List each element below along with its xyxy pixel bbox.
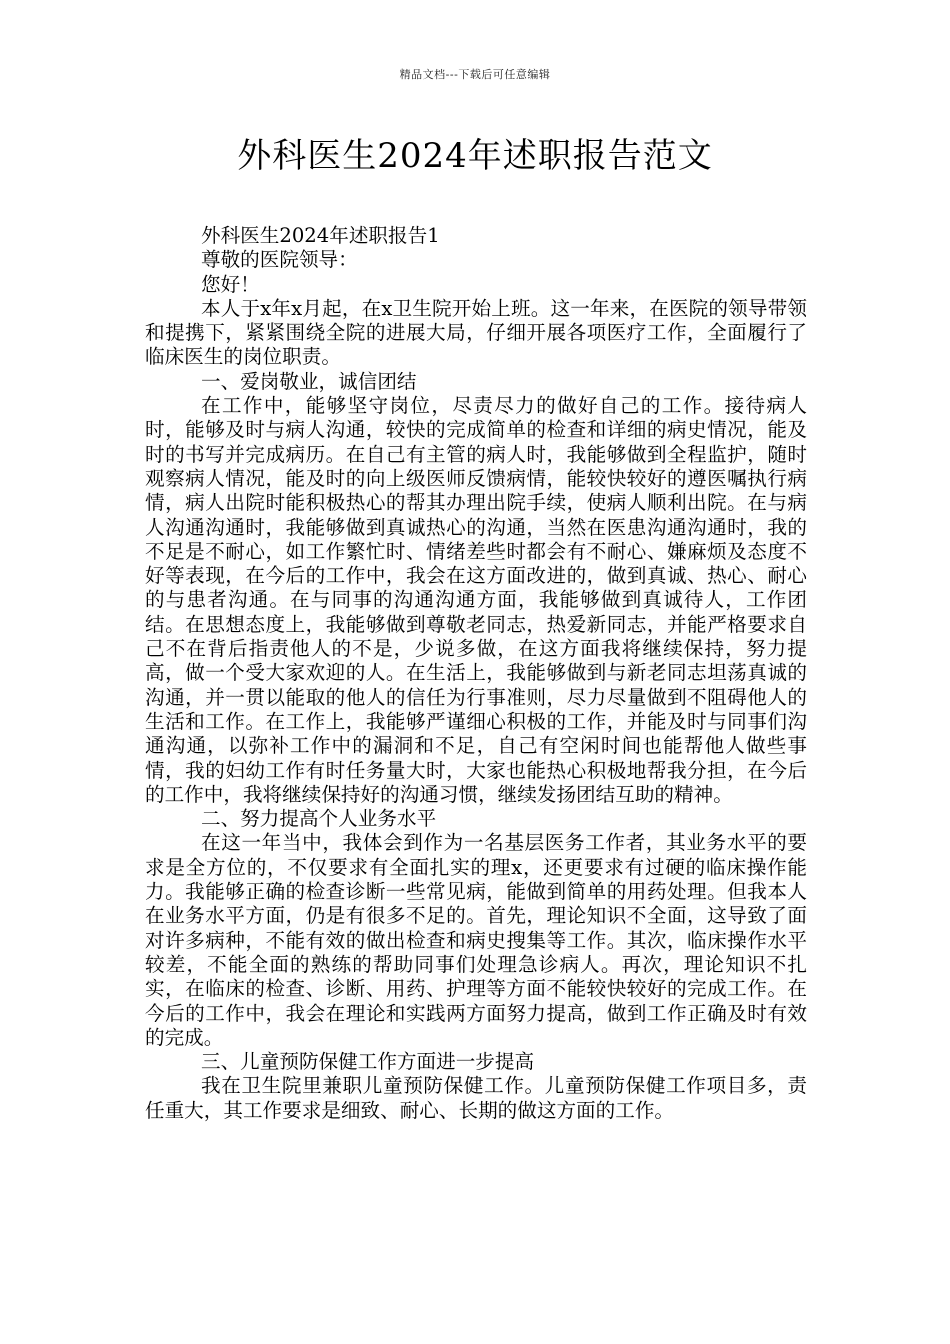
section-heading-3: 三、儿童预防保健工作方面进一步提高 xyxy=(201,1050,535,1074)
document-header-note: 精品文档---下载后可任意编辑 xyxy=(399,68,551,81)
section-heading-1: 一、爱岗敬业，诚信团结 xyxy=(201,369,417,393)
section-body-2: 在这一年当中，我体会到作为一名基层医务工作者，其业务水平的要求是全方位的，不仅要求有全面扎实的理x，还更要求有过硬的临床操作能力。我能够正确的检查诊断一些常见病，能做到简单的用药处理。但我本人在业务水平方面，仍是有很多不足的。首先，理论知识不全面，这导致了面对许多病种，不能有效的做出检查和病史搜集等工作。其次，临床操作水平较差，不能全面的熟练的帮助同事们处理急诊病人。再次，理论知识不扎实，在临床的检查、诊断、用药、护理等方面不能较快较好的完成工作。在今后的工作中，我会在理论和实践两方面努力提高，做到工作正确及时有效的完成。 xyxy=(145,831,807,1049)
section-heading-2: 二、努力提高个人业务水平 xyxy=(201,807,437,831)
document-title: 外科医生2024年述职报告范文 xyxy=(237,136,713,176)
intro-paragraph: 本人于x年x月起，在x卫生院开始上班。这一年来，在医院的领导带领和提携下，紧紧围绕全院的进展大局，仔细开展各项医疗工作，全面履行了临床医生的岗位职责。 xyxy=(145,296,807,369)
section-body-1: 在工作中，能够坚守岗位，尽责尽力的做好自己的工作。接待病人时，能够及时与病人沟通，较快的完成简单的检查和详细的病史情况，能及时的书写并完成病历。在自己有主管的病人时，我能够做到全程监护，随时观察病人情况，能及时的向上级医师反馈病情，能较快较好的遵医嘱执行病情，病人出院时能积极热心的帮其办理出院手续，使病人顺利出院。在与病人沟通沟通时，我能够做到真诚热心的沟通，当然在医患沟通沟通时，我的不足是不耐心，如工作繁忙时、情绪差些时都会有不耐心、嫌麻烦及态度不好等表现，在今后的工作中，我会在这方面改进的，做到真诚、热心、耐心的与患者沟通。在与同事的沟通沟通方面，我能够做到真诚待人，工作团结。在思想态度上，我能够做到尊敬老同志，热爱新同志，并能严格要求自己不在背后指责他人的不是，少说多做，在这方面我将继续保持，努力提高，做一个受大家欢迎的人。在生活上，我能够做到与新老同志坦荡真诚的沟通，并一贯以能取的他人的信任为行事准则，尽力尽量做到不阻碍他人的生活和工作。在工作上，我能够严谨细心积极的工作，并能及时与同事们沟通沟通，以弥补工作中的漏洞和不足，自己有空闲时间也能帮他人做些事情，我的妇幼工作有时任务量大时，大家也能热心积极地帮我分担，在今后的工作中，我将继续保持好的沟通习惯，继续发扬团结互助的精神。 xyxy=(145,394,807,806)
report-subtitle: 外科医生2024年述职报告1 xyxy=(201,224,440,247)
greeting: 您好！ xyxy=(201,272,260,296)
salutation: 尊敬的医院领导： xyxy=(201,248,358,272)
section-body-3: 我在卫生院里兼职儿童预防保健工作。儿童预防保健工作项目多，责任重大，其工作要求是细致、耐心、长期的做这方面的工作。 xyxy=(145,1074,807,1122)
document-body xyxy=(145,224,807,1123)
